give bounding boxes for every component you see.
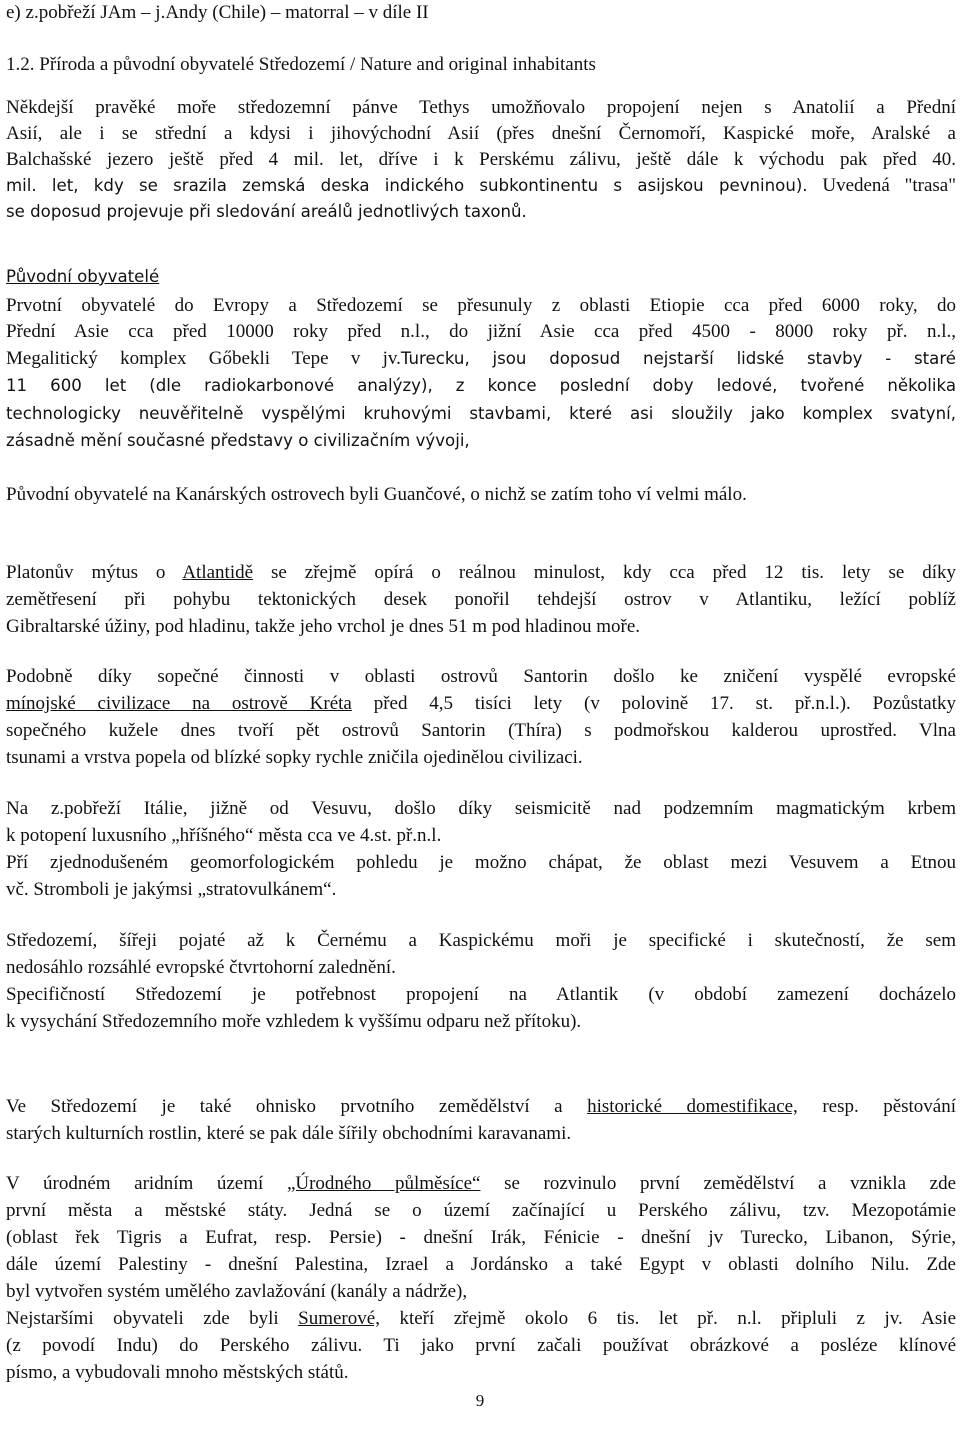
fertile-line-6 bbox=[6, 1306, 956, 1332]
inhabitants-heading bbox=[6, 264, 159, 290]
vesuvius-line-3-text: Pří zjednodušeném geomorfologickém pohledu je možno chápat, že oblast mezi Vesuvem a Etnou bbox=[6, 852, 956, 873]
agriculture-line-2-text: starých kulturních rostlin, které se pak dále šířily obchodními karavanami. bbox=[6, 1123, 572, 1144]
subsection-heading bbox=[6, 0, 429, 26]
tethys-line-4-suffix: Uvedená "trasa" bbox=[822, 175, 956, 196]
fertile-line-1 bbox=[6, 1171, 956, 1197]
vesuvius-line-1-text: Na z.pobřeží Itálie, jižně od Vesuvu, došlo díky seismicitě nad podzemním magmatickým krbem bbox=[6, 798, 956, 819]
santorin-line-1 bbox=[6, 664, 956, 690]
agriculture-line-1-start: Ve Středozemí je také ohnisko prvotního zemědělství a bbox=[6, 1096, 563, 1117]
vesuvius-line-4 bbox=[6, 877, 336, 903]
fertile-line-5 bbox=[6, 1279, 467, 1305]
specifics-line-3-text: Specifičností Středozemí je potřebnost propojení na Atlantik (v období zamezení docházelo bbox=[6, 984, 956, 1005]
fertile-line-2-text: první města a městské státy. Jedná se o území začínající u Perského zálivu, tzv. Mezopotámie bbox=[6, 1200, 956, 1221]
fertile-line-4-text: dále území Palestiny - dnešní Palestina, Izrael a Jordánsko a také Egypt v oblasti dolního Nilu. Zde bbox=[6, 1254, 956, 1275]
specifics-line-2 bbox=[6, 955, 396, 981]
specifics-line-3 bbox=[6, 982, 956, 1008]
specifics-line-2-text: nedosáhlo rozsáhlé evropské čtvrtohorní zalednění. bbox=[6, 957, 396, 978]
inhabitants-heading-text: Původní obyvatelé bbox=[6, 267, 160, 286]
inhabitants-line-3 bbox=[6, 346, 956, 372]
specifics-line-4-text: k vysychání Středozemního moře vzhledem k vyššímu odparu než přítoku). bbox=[6, 1011, 582, 1032]
inhabitants-line-1 bbox=[6, 293, 956, 319]
section-title-text: 1.2. Příroda a původní obyvatelé Středozemí / Nature and original inhabitants bbox=[6, 54, 596, 75]
fertile-line-7-text: (z povodí Indu) do Perského zálivu. Ti jako první začali používat obrázkové a posléze klínové bbox=[6, 1335, 956, 1356]
santorin-line-1-text: Podobně díky sopečné činnosti v oblasti ostrovů Santorin došlo ke zničení vyspělé evropské bbox=[6, 666, 956, 687]
inhabitants-line-4 bbox=[6, 373, 956, 399]
fertile-line-1-end: se rozvinulo první zemědělství a vznikla zde bbox=[504, 1173, 957, 1194]
tethys-paragraph-line-3 bbox=[6, 147, 956, 173]
specifics-line-1-text: Středozemí, šířeji pojaté až k Černému a Kaspickému moři je specifické i skutečností, že sem bbox=[6, 930, 956, 951]
tethys-paragraph-line-1: Někdejší pravěké moře středozemní pánve Tethys umožňovalo propojení nejen s Anatolií a Přední bbox=[6, 97, 956, 118]
atlantis-line-1-start: Platonův mýtus o bbox=[6, 562, 166, 583]
fertile-line-6-start: Nejstaršími obyvateli zde byli bbox=[6, 1308, 279, 1329]
santorin-line-4 bbox=[6, 745, 583, 771]
tethys-line-3-text: Balchašské jezero ještě před 4 mil. let, dříve i k Perskému zálivu, ještě dále k východu pak před 40. bbox=[6, 149, 956, 170]
minoan-civilization-link[interactable]: mínojské civilizace na ostrově Kréta bbox=[6, 693, 352, 714]
tethys-line-4-text: mil. let, kdy se srazila zemská deska indického subkontinentu s asijskou pevninou). bbox=[6, 176, 808, 195]
tethys-paragraph-line-2 bbox=[6, 121, 956, 147]
santorin-line-3 bbox=[6, 718, 956, 744]
fertile-line-3-text: (oblast řek Tigris a Eufrat, resp. Persie) - dnešní Irák, Fénicie - dnešní jv Turecko, Libanon, Sýrie, bbox=[6, 1227, 956, 1248]
section-title bbox=[6, 52, 596, 78]
agriculture-line-1-end: resp. pěstování bbox=[822, 1096, 957, 1117]
atlantis-line-3-text: Gibraltarské úžiny, pod hladinu, takže jeho vrchol je dnes 51 m pod hladinou moře. bbox=[6, 616, 641, 637]
inhabitants-line-6-text: zásadně mění současné představy o civilizačním vývoji, bbox=[6, 431, 470, 450]
inhabitants-line-3-start: Megalitický komplex Gőbekli Tepe v jv. bbox=[6, 348, 401, 369]
santorin-line-2-end: před 4,5 tisíci lety (v polovině 17. st. př.n.l.). Pozůstatky bbox=[373, 693, 956, 714]
tethys-line-2-text: Asií, ale i se střední a kdysi i jihovýchodní Asií (přes dnešní Černomoří, Kaspické moře, Aralské a bbox=[6, 123, 956, 144]
vesuvius-line-2 bbox=[6, 823, 441, 849]
santorin-line-3-text: sopečného kužele dnes tvoří pět ostrovů Santorin (Thíra) s podmořskou kalderou uprostřed. Vlna bbox=[6, 720, 956, 741]
atlantis-line-2 bbox=[6, 587, 956, 613]
inhabitants-line-5-text: technologicky neuvěřitelně vyspělými kruhovými stavbami, které asi sloužily jako komplex svatyní, bbox=[6, 404, 956, 423]
inhabitants-line-2-start: Přední Asie cca před 10000 roky před n.l., bbox=[6, 321, 430, 342]
inhabitants-line-6 bbox=[6, 428, 470, 454]
santorin-line-4-text: tsunami a vrstva popela od blízké sopky rychle zničila ojedinělou civilizaci. bbox=[6, 747, 583, 768]
domestication-link[interactable]: historické domestifikace, bbox=[587, 1096, 798, 1117]
sumerians-link[interactable]: Sumerové, bbox=[298, 1308, 380, 1329]
fertile-line-4 bbox=[6, 1252, 956, 1278]
fertile-line-2 bbox=[6, 1198, 956, 1224]
inhabitants-line-2-end: do jižní Asie cca před 4500 - 8000 roky př. n.l., bbox=[449, 321, 957, 342]
fertile-crescent-link[interactable]: „Úrodného půlměsíce“ bbox=[286, 1173, 481, 1194]
atlantis-link[interactable]: Atlantidě bbox=[182, 562, 254, 583]
fertile-line-6-end: kteří zřejmě okolo 6 tis. let př. n.l. připluli z jv. Asie bbox=[399, 1308, 957, 1329]
inhabitants-line-3-end: Turecku, jsou doposud nejstarší lidské stavby - staré bbox=[400, 349, 957, 368]
page-number: 9 bbox=[475, 1391, 485, 1410]
tethys-paragraph-line-4 bbox=[6, 173, 956, 199]
atlantis-line-1 bbox=[6, 560, 956, 586]
fertile-line-8-text: písmo, a vybudovali mnoho městských států. bbox=[6, 1362, 349, 1383]
vesuvius-line-1 bbox=[6, 796, 956, 822]
fertile-line-1-start: V úrodném aridním území bbox=[6, 1173, 264, 1194]
inhabitants-line-1-text: Prvotní obyvatelé do Evropy a Středozemí se přesunuly z oblasti Etiopie cca před 6000 roky, do bbox=[6, 295, 956, 316]
agriculture-line-2 bbox=[6, 1121, 571, 1147]
specifics-line-1 bbox=[6, 928, 956, 954]
fertile-line-5-text: byl vytvořen systém umělého zavlažování (kanály a nádrže), bbox=[6, 1281, 468, 1302]
atlantis-line-1-end: se zřejmě opírá o reálnou minulost, kdy cca před 12 tis. lety se díky bbox=[270, 562, 957, 583]
specifics-line-4 bbox=[6, 1009, 581, 1035]
vesuvius-line-4-text: vč. Stromboli je jakýmsi „stratovulkánem“. bbox=[6, 879, 337, 900]
vesuvius-line-2-text: k potopení luxusního „hříšného“ města cca ve 4.st. př.n.l. bbox=[6, 825, 442, 846]
fertile-line-7 bbox=[6, 1333, 956, 1359]
tethys-paragraph-line-5 bbox=[6, 199, 527, 225]
canary-paragraph bbox=[6, 482, 747, 508]
inhabitants-line-5 bbox=[6, 401, 956, 427]
inhabitants-line-2 bbox=[6, 319, 956, 345]
tethys-line-5-text: se doposud projevuje při sledování areálů jednotlivých taxonů. bbox=[6, 202, 527, 221]
fertile-line-3 bbox=[6, 1225, 956, 1251]
santorin-line-2 bbox=[6, 691, 956, 717]
inhabitants-line-4-text: 11 600 let (dle radiokarbonové analýzy), z konce poslední doby ledové, tvořené několika bbox=[6, 376, 956, 395]
subsection-heading-text: e) z.pobřeží JAm – j.Andy (Chile) – matorral – v díle II bbox=[6, 2, 429, 23]
agriculture-line-1 bbox=[6, 1094, 956, 1120]
atlantis-line-2-text: zemětřesení při pohybu tektonických desek ponořil tehdejší ostrov v Atlantiku, ležící poblíž bbox=[6, 589, 956, 610]
fertile-line-8 bbox=[6, 1360, 349, 1386]
atlantis-line-3 bbox=[6, 614, 640, 640]
vesuvius-line-3 bbox=[6, 850, 956, 876]
canary-paragraph-text: Původní obyvatelé na Kanárských ostrovech byli Guančové, o nichž se zatím toho ví velmi málo. bbox=[6, 484, 747, 505]
